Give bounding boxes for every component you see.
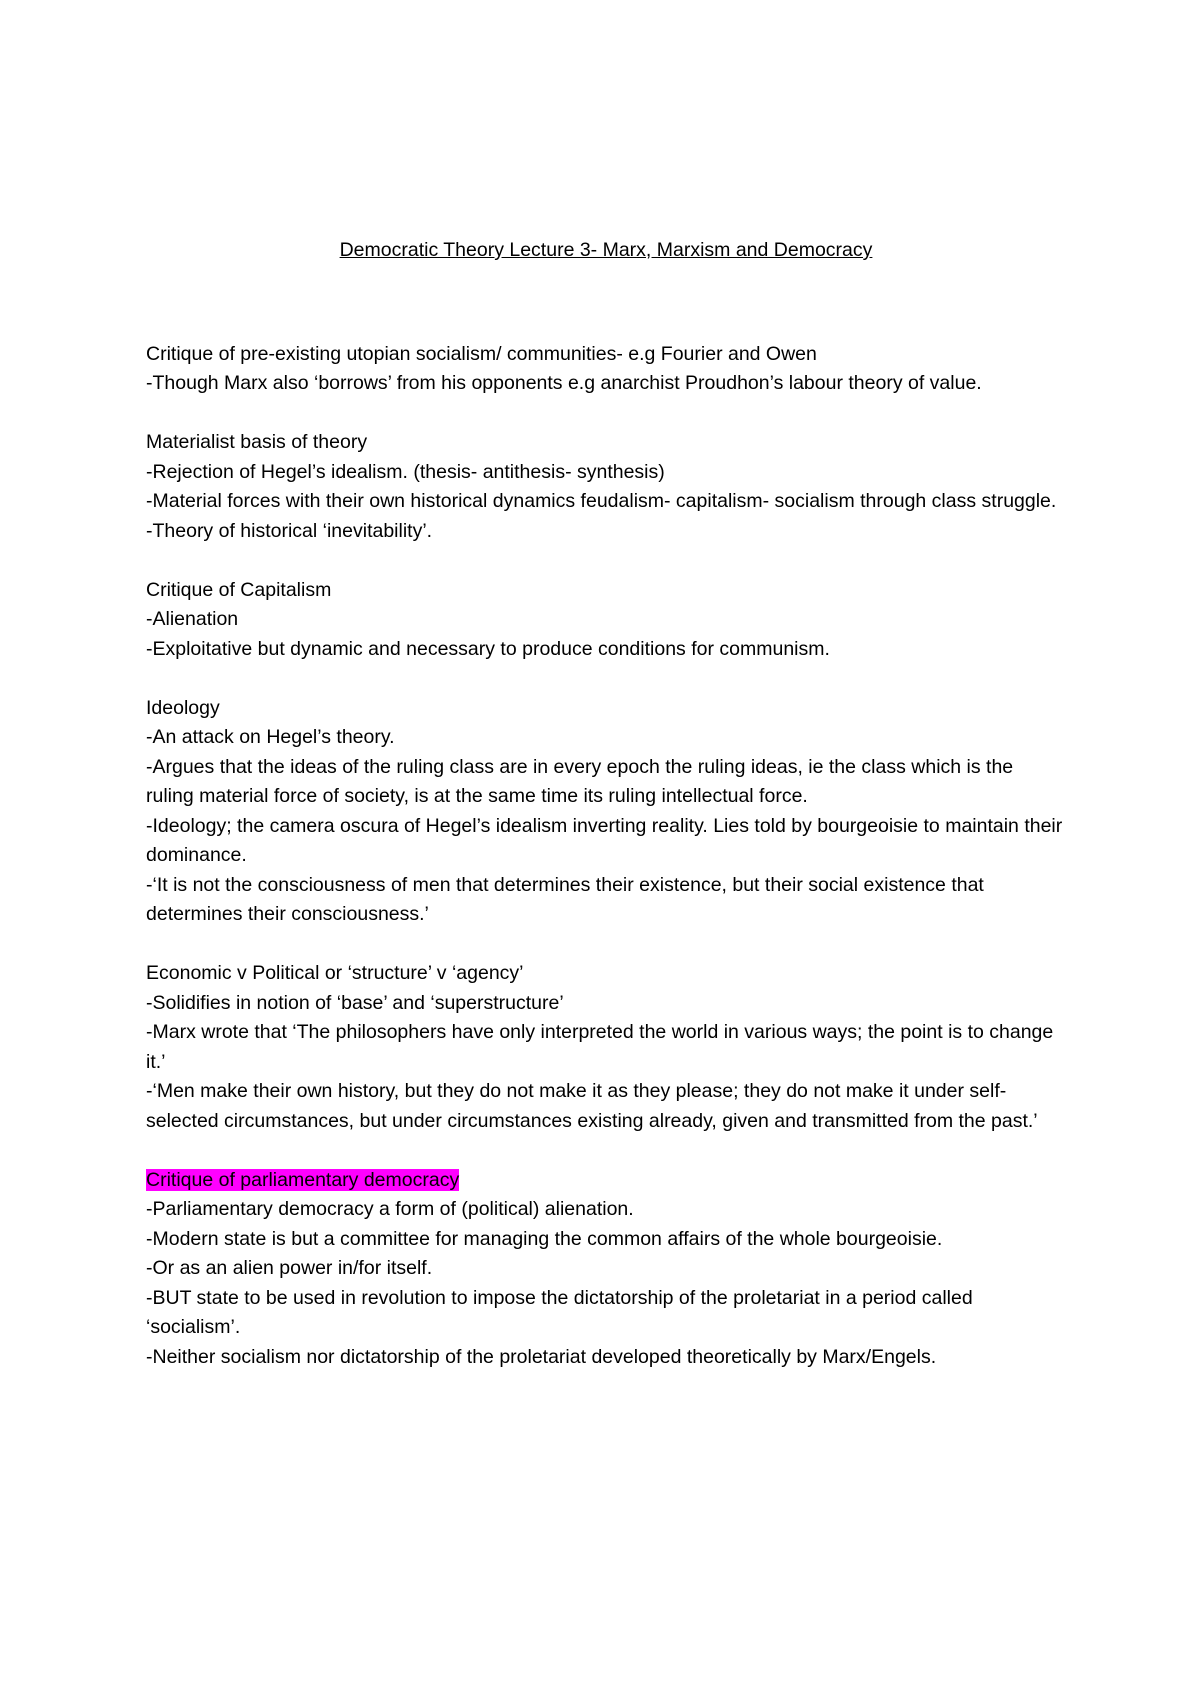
bullet-line: -Ideology; the camera oscura of Hegel’s idealism inverting reality. Lies told by bourgeoisie to maintain their dominance. — [146, 814, 1063, 866]
section-heading: Critique of pre-existing utopian socialism/ communities- e.g Fourier and Owen — [146, 342, 817, 365]
bullet-line: -‘Men make their own history, but they do not make it as they please; they do not make it under self-selected circumstances, but under circumstances existing already, given and transmitted from the past.’ — [146, 1080, 1038, 1132]
bullet-line: -Solidifies in notion of ‘base’ and ‘superstructure’ — [146, 991, 564, 1014]
section-critique-capitalism — [146, 576, 1066, 665]
section-utopian-socialism — [146, 340, 1066, 399]
bullet-line: -Modern state is but a committee for managing the common affairs of the whole bourgeoisie. — [146, 1227, 943, 1250]
bullet-line: -‘It is not the consciousness of men that determines their existence, but their social existence that determines their consciousness.’ — [146, 873, 984, 925]
section-ideology — [146, 694, 1066, 930]
bullet-line: -BUT state to be used in revolution to impose the dictatorship of the proletariat in a period called ‘socialism’. — [146, 1286, 973, 1338]
bullet-line: -Though Marx also ‘borrows’ from his opponents e.g anarchist Proudhon’s labour theory of value. — [146, 372, 982, 394]
bullet-line: -Neither socialism nor dictatorship of the proletariat developed theoretically by Marx/Engels. — [146, 1345, 937, 1368]
bullet-line: -Marx wrote that ‘The philosophers have only interpreted the world in various ways; the point is to change it.’ — [146, 1021, 1054, 1073]
bullet-line: -Exploitative but dynamic and necessary to produce conditions for communism. — [146, 637, 830, 660]
document-title: Democratic Theory Lecture 3- Marx, Marxism and Democracy — [339, 239, 873, 261]
bullet-line: -An attack on Hegel’s theory. — [146, 726, 395, 748]
section-heading: Ideology — [146, 696, 220, 719]
bullet-line: -Parliamentary democracy a form of (political) alienation. — [146, 1198, 634, 1220]
section-heading: Critique of Capitalism — [146, 578, 332, 601]
section-economic-political — [146, 959, 1066, 1136]
section-heading-highlighted — [146, 1166, 1066, 1196]
bullet-line: -Or as an alien power in/for itself. — [146, 1257, 433, 1279]
bullet-line: -Alienation — [146, 608, 239, 630]
section-heading: Economic v Political or ‘structure’ v ‘agency’ — [146, 962, 524, 984]
section-parliamentary-democracy — [146, 1166, 1066, 1373]
bullet-line: -Rejection of Hegel’s idealism. (thesis- antithesis- synthesis) — [146, 460, 665, 483]
section-materialist-basis — [146, 428, 1066, 546]
document-page — [146, 236, 1066, 1402]
highlighted-heading-text: Critique of parliamentary democracy — [146, 1168, 460, 1191]
bullet-line: -Argues that the ideas of the ruling class are in every epoch the ruling ideas, ie the class which is the ruling material force of society, is at the same time its ruling intellectual force. — [146, 755, 1014, 807]
bullet-line: -Theory of historical ‘inevitability’. — [146, 519, 433, 542]
bullet-line: -Material forces with their own historical dynamics feudalism- capitalism- socialism through class struggle. — [146, 490, 1057, 512]
section-heading: Materialist basis of theory — [146, 431, 368, 453]
